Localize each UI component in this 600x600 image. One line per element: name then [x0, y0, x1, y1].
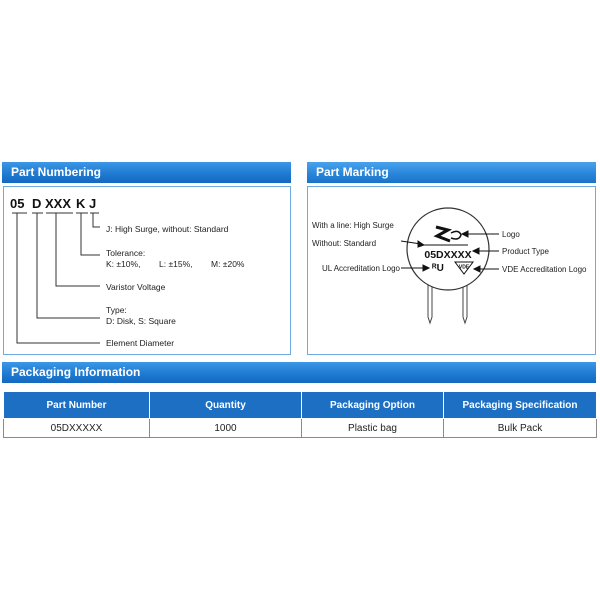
part-marking-panel — [307, 186, 596, 355]
col-quantity: Quantity — [150, 392, 302, 419]
left-lead — [428, 282, 432, 323]
cell-packaging-option: Plastic bag — [302, 419, 444, 438]
svg-text:VDE: VDE — [458, 264, 470, 271]
right-lead — [463, 282, 467, 323]
col-packaging-option: Packaging Option — [302, 392, 444, 419]
code-voltage: XXX — [45, 196, 72, 211]
numbering-leader-lines — [12, 213, 100, 343]
product-code-text: 05DXXXX — [424, 249, 472, 261]
code-tolerance: K — [76, 196, 86, 211]
packaging-table — [3, 391, 597, 438]
label-logo: Logo — [502, 230, 520, 239]
cell-packaging-spec: Bulk Pack — [444, 419, 597, 438]
legend-surge: J: High Surge, without: Standard — [106, 224, 229, 234]
code-surge: J — [89, 196, 97, 211]
part-numbering-panel — [3, 186, 291, 355]
label-product-type: Product Type — [502, 247, 549, 256]
legend-type-values: D: Disk, S: Square — [106, 316, 176, 326]
part-numbering-header — [2, 162, 291, 183]
label-surge-line: With a line: High Surge — [312, 221, 394, 230]
legend-diameter: Element Diameter — [106, 338, 175, 348]
table-row — [4, 419, 597, 438]
legend-type-label: Type: — [106, 305, 127, 315]
label-ul: UL Accreditation Logo — [322, 264, 400, 273]
legend-tol-m: M: ±20% — [211, 259, 245, 269]
part-numbering-title: Part Numbering — [11, 165, 102, 179]
code-diameter: 05 — [10, 196, 25, 211]
packaging-header-row — [4, 392, 597, 419]
cell-quantity: 1000 — [150, 419, 302, 438]
cell-part-number: 05DXXXXX — [4, 419, 150, 438]
part-marking-title: Part Marking — [316, 165, 389, 179]
code-type: D — [32, 196, 42, 211]
label-vde: VDE Accreditation Logo — [502, 265, 587, 274]
legend-voltage: Varistor Voltage — [106, 282, 166, 292]
packaging-title: Packaging Information — [11, 365, 141, 379]
part-marking-header — [307, 162, 596, 183]
legend-tolerance-label: Tolerance: — [106, 248, 146, 258]
label-standard: Without: Standard — [312, 239, 377, 248]
col-packaging-spec: Packaging Specification — [444, 392, 597, 419]
packaging-header — [2, 362, 596, 383]
part-marking-diagram — [308, 187, 597, 356]
col-part-number: Part Number — [4, 392, 150, 419]
part-numbering-diagram — [4, 187, 292, 356]
ul-logo-icon: ᴿU — [432, 263, 444, 274]
legend-tol-k: K: ±10%, — [106, 259, 141, 269]
legend-tol-l: L: ±15%, — [159, 259, 193, 269]
